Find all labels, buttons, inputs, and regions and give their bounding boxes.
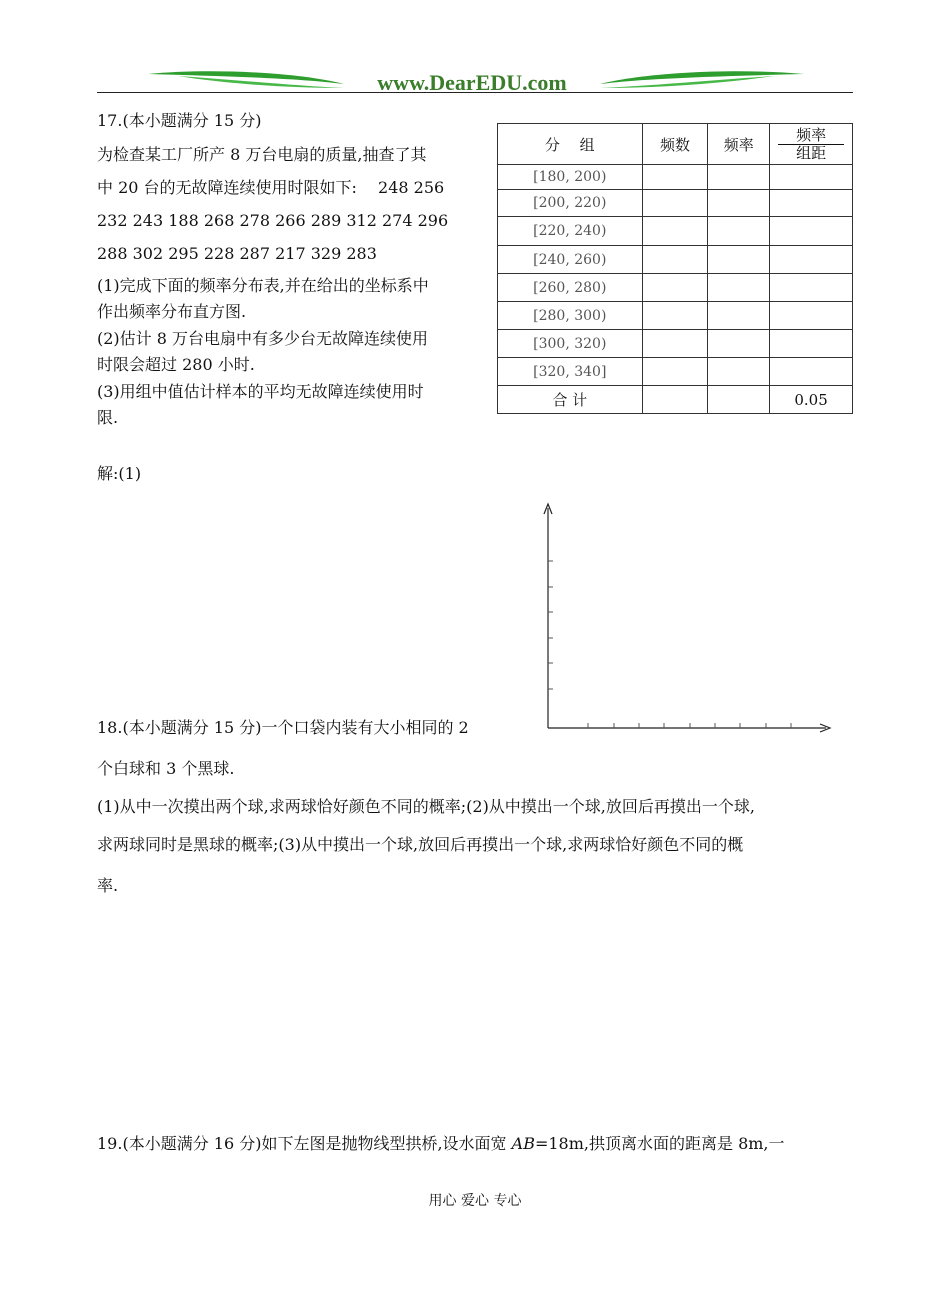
group-cell: [260, 280) <box>498 274 643 302</box>
q17-line-10: 限. <box>97 408 119 427</box>
table-row <box>498 246 853 274</box>
blank-cell <box>642 274 708 302</box>
table-row <box>498 358 853 386</box>
blank-cell <box>708 274 770 302</box>
q17-line-2: 中 20 台的无故障连续使用时限如下: 248 256 <box>97 178 445 197</box>
blank-cell <box>770 165 853 190</box>
header-frequency-count: 频数 <box>642 124 708 165</box>
blank-cell <box>708 386 770 414</box>
q17-line-5: (1)完成下面的频率分布表,并在给出的坐标系中 <box>97 276 429 295</box>
q18-line-2: 个白球和 3 个黑球. <box>97 759 235 778</box>
frequency-table <box>497 123 853 414</box>
logo-left-swoosh-tail <box>178 76 344 88</box>
y-ticks <box>548 561 553 689</box>
q18-line-1: 18.(本小题满分 15 分)一个口袋内装有大小相同的 2 <box>97 718 469 737</box>
q19-text-pre: 19.(本小题满分 16 分)如下左图是抛物线型拱桥,设水面宽 <box>97 1134 512 1153</box>
q18-line-5: 率. <box>97 876 119 895</box>
header-group: 分 组 <box>498 124 643 165</box>
table-row <box>498 302 853 330</box>
blank-cell <box>770 302 853 330</box>
blank-cell <box>770 358 853 386</box>
logo-right-swoosh-tail <box>600 76 774 88</box>
blank-cell <box>708 217 770 246</box>
group-cell: [200, 220) <box>498 190 643 217</box>
blank-cell <box>642 190 708 217</box>
table-row <box>498 330 853 358</box>
q19-line-1 <box>97 1134 785 1154</box>
blank-cell <box>708 302 770 330</box>
table-header-row <box>498 124 853 165</box>
total-label: 合 计 <box>498 386 643 414</box>
x-ticks <box>588 723 791 728</box>
blank-cell <box>770 274 853 302</box>
q17-line-8: 时限会超过 280 小时. <box>97 355 255 374</box>
blank-cell <box>642 386 708 414</box>
q17-line-9: (3)用组中值估计样本的平均无故障连续使用时 <box>97 382 424 401</box>
header-rule <box>97 92 853 93</box>
blank-cell <box>770 190 853 217</box>
table-total-row <box>498 386 853 414</box>
page-footer: 用心 爱心 专心 <box>428 1193 522 1209</box>
blank-cell <box>770 330 853 358</box>
blank-cell <box>642 302 708 330</box>
q17-line-1: 为检查某工厂所产 8 万台电扇的质量,抽查了其 <box>97 145 427 164</box>
blank-cell <box>708 190 770 217</box>
table-row <box>498 274 853 302</box>
header-frequency-rate: 频率 <box>708 124 770 165</box>
fraction-numerator: 频率 <box>778 127 844 145</box>
fraction-denominator: 组距 <box>796 143 827 162</box>
q17-line-7: (2)估计 8 万台电扇中有多少台无故障连续使用 <box>97 329 429 348</box>
blank-cell <box>642 358 708 386</box>
group-cell: [180, 200) <box>498 165 643 190</box>
table-row <box>498 165 853 190</box>
group-cell: [300, 320) <box>498 330 643 358</box>
blank-cell <box>642 246 708 274</box>
q19-text-post: =18m,拱顶离水面的距离是 8m,一 <box>534 1134 785 1153</box>
blank-cell <box>708 165 770 190</box>
total-value: 0.05 <box>770 386 853 414</box>
q17-line-4: 288 302 295 228 287 217 329 283 <box>97 244 377 263</box>
table-row <box>498 217 853 246</box>
blank-cell <box>770 217 853 246</box>
logo-text: www.DearEDU.com <box>377 70 567 95</box>
table-row <box>498 190 853 217</box>
blank-cell <box>642 217 708 246</box>
group-cell: [280, 300) <box>498 302 643 330</box>
blank-cell <box>708 358 770 386</box>
blank-cell <box>708 330 770 358</box>
q19-variable-ab: AB <box>511 1134 535 1153</box>
q18-line-3: (1)从中一次摸出两个球,求两球恰好颜色不同的概率;(2)从中摸出一个球,放回后再摸出一个球, <box>97 797 755 816</box>
blank-cell <box>770 246 853 274</box>
q18-line-4: 求两球同时是黑球的概率;(3)从中摸出一个球,放回后再摸出一个球,求两球恰好颜色不同的概 <box>97 835 744 854</box>
blank-cell <box>642 330 708 358</box>
histogram-axes <box>530 500 840 740</box>
group-cell: [220, 240) <box>498 217 643 246</box>
q17-solution-label: 解:(1) <box>97 464 142 483</box>
blank-cell <box>708 246 770 274</box>
group-cell: [320, 340] <box>498 358 643 386</box>
q17-heading: 17.(本小题满分 15 分) <box>97 111 262 130</box>
q17-line-6: 作出频率分布直方图. <box>97 302 247 321</box>
header-rate-over-width <box>770 124 853 165</box>
q17-line-3: 232 243 188 268 278 266 289 312 274 296 <box>97 211 449 230</box>
blank-cell <box>642 165 708 190</box>
group-cell: [240, 260) <box>498 246 643 274</box>
